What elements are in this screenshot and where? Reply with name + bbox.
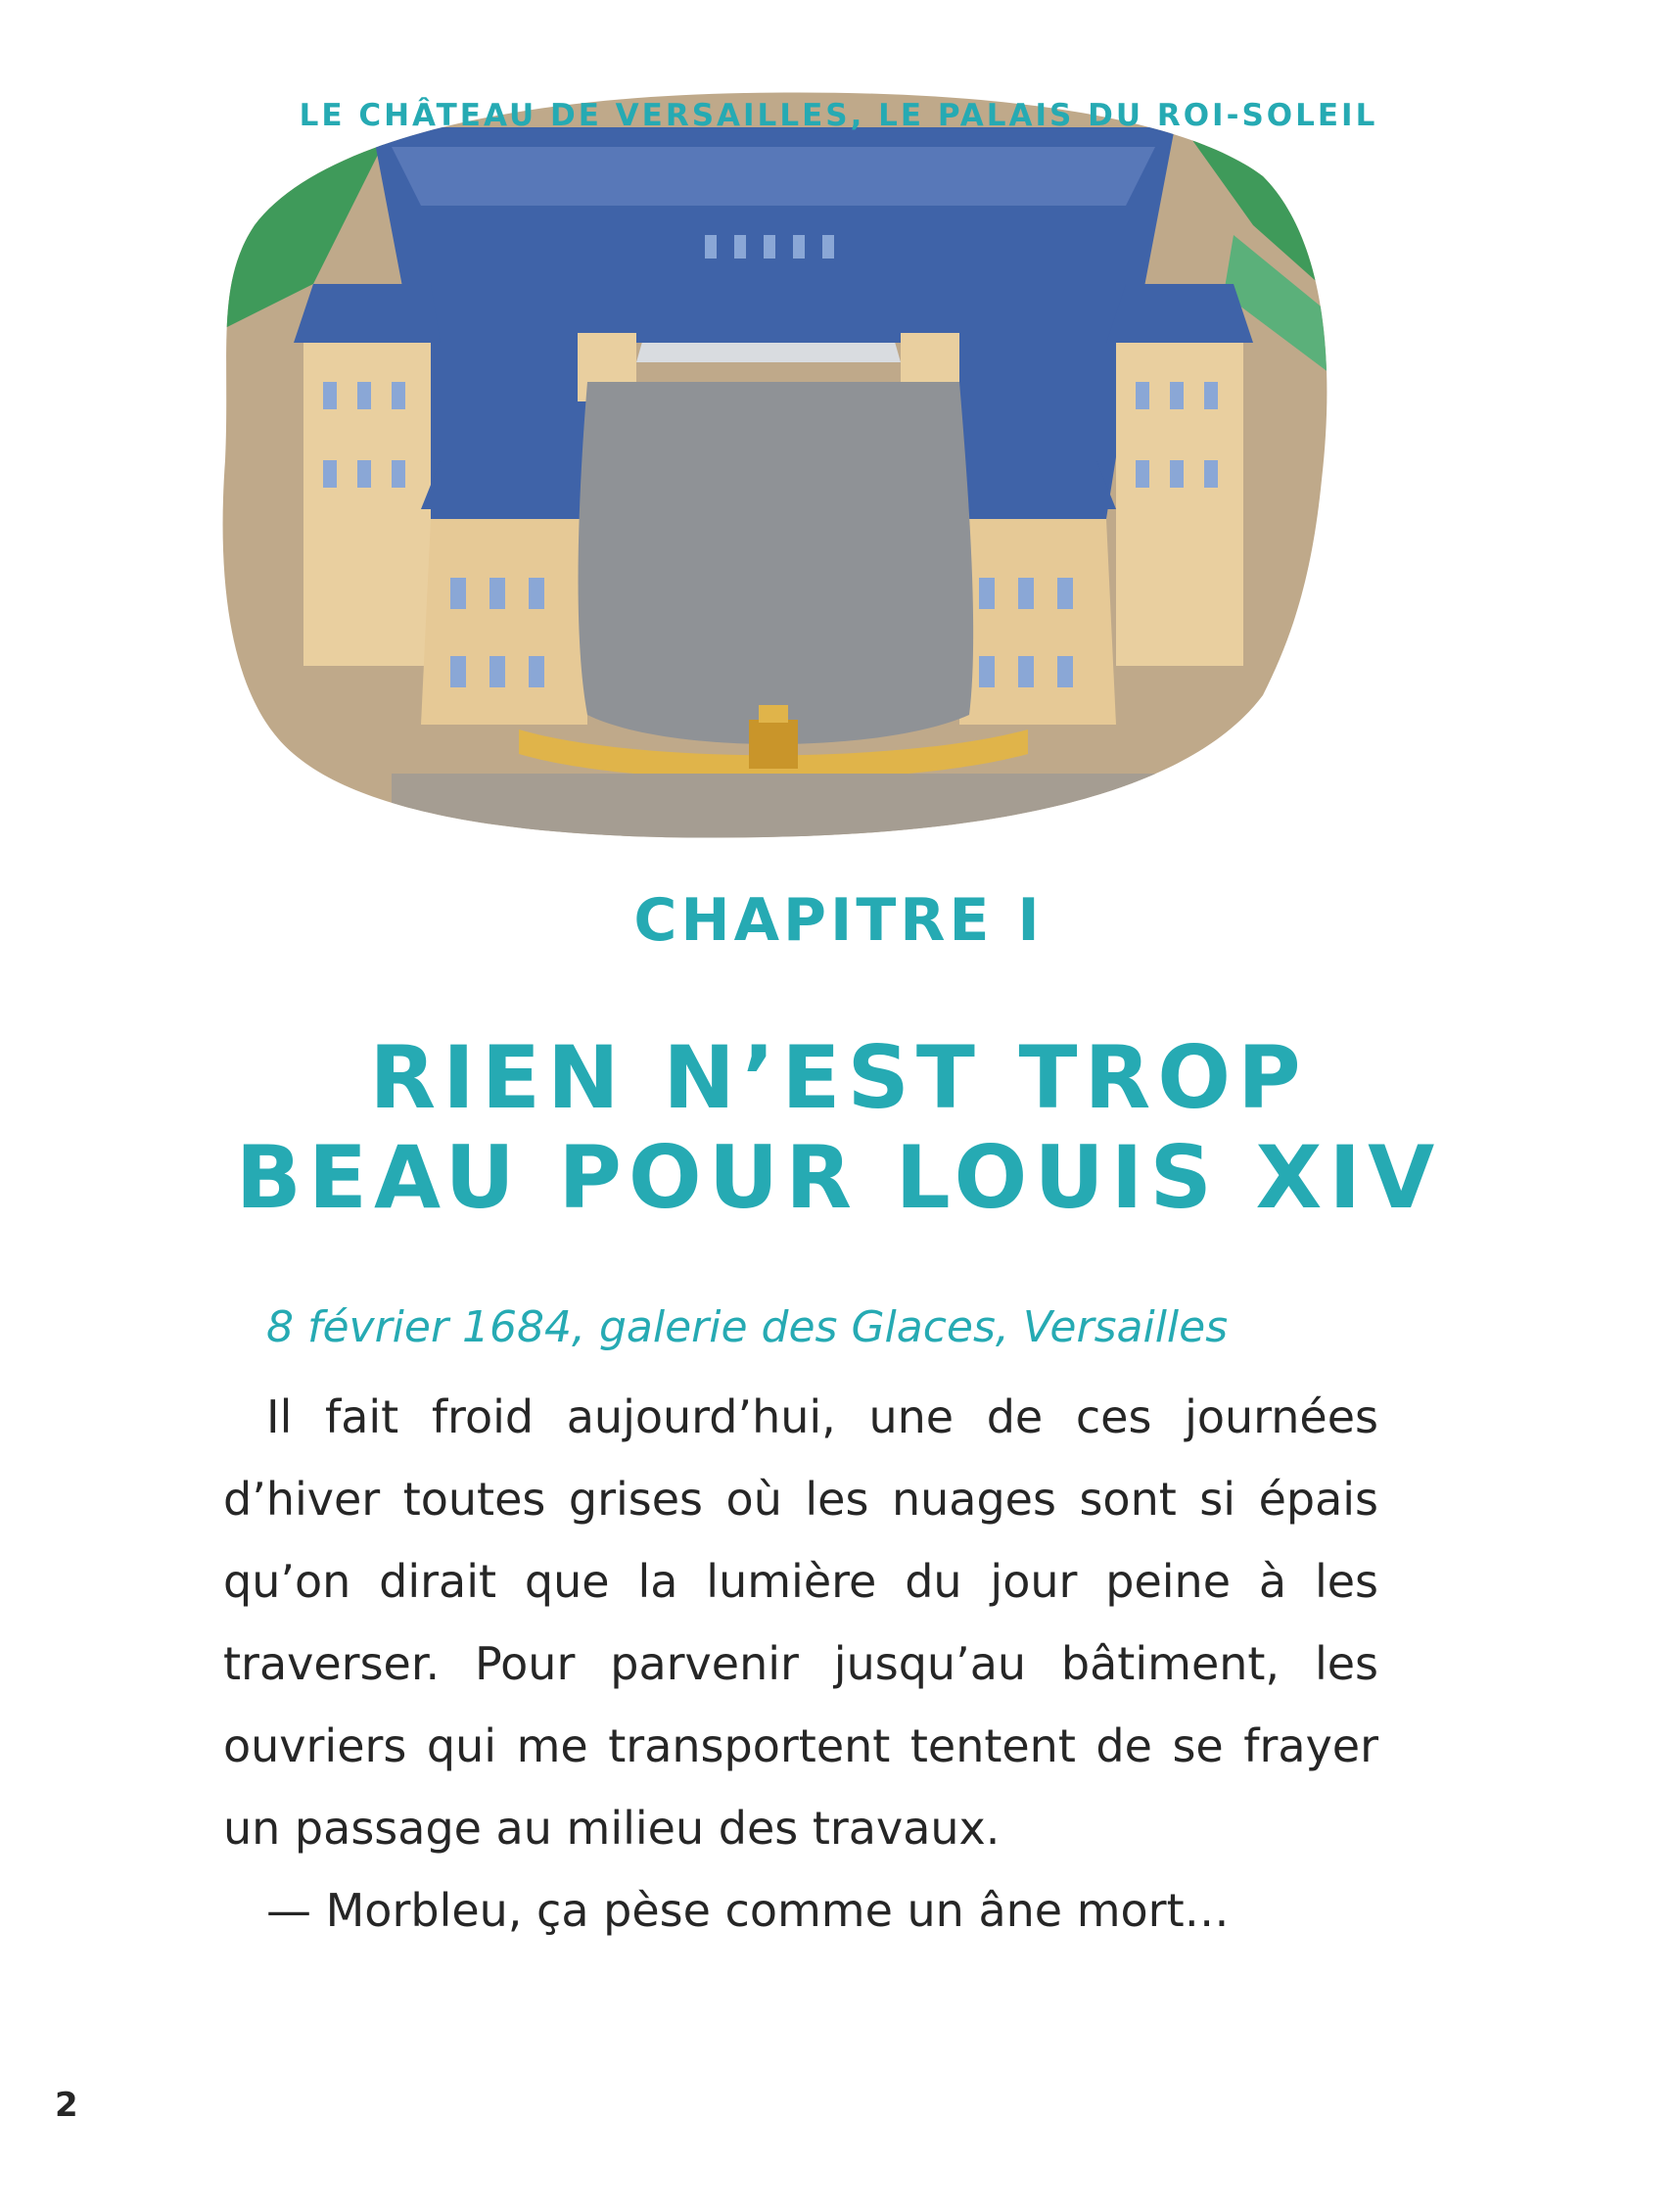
dateline: 8 février 1684, galerie des Glaces, Versailles: [266, 1302, 1229, 1352]
paragraph: Il fait froid aujourd’hui, une de ces journées d’hiver toutes grises où les nuages sont si épais qu’on dirait que la lumière du jour peine à les traverser. Pour parvenir jusqu’au bâtiment, les ouvriers qui me transportent tentent de se frayer un passage au milieu des travaux.: [223, 1390, 1378, 1855]
chapter-label: CHAPITRE I: [633, 886, 1044, 955]
chapter-title-line-2: BEAU POUR LOUIS XIV: [235, 1127, 1442, 1228]
page-number: 2: [55, 2086, 78, 2125]
dialogue-line: — Morbleu, ça pèse comme un âne mort…: [266, 1884, 1230, 1937]
body-text: [223, 1376, 1378, 1952]
running-header: LE CHÂTEAU DE VERSAILLES, LE PALAIS DU ROI-SOLEIL: [299, 98, 1378, 133]
versailles-palace-illustration: [196, 88, 1341, 852]
chapter-title: [0, 1028, 1677, 1228]
chapter-title-line-1: RIEN N’EST TROP: [369, 1027, 1308, 1128]
